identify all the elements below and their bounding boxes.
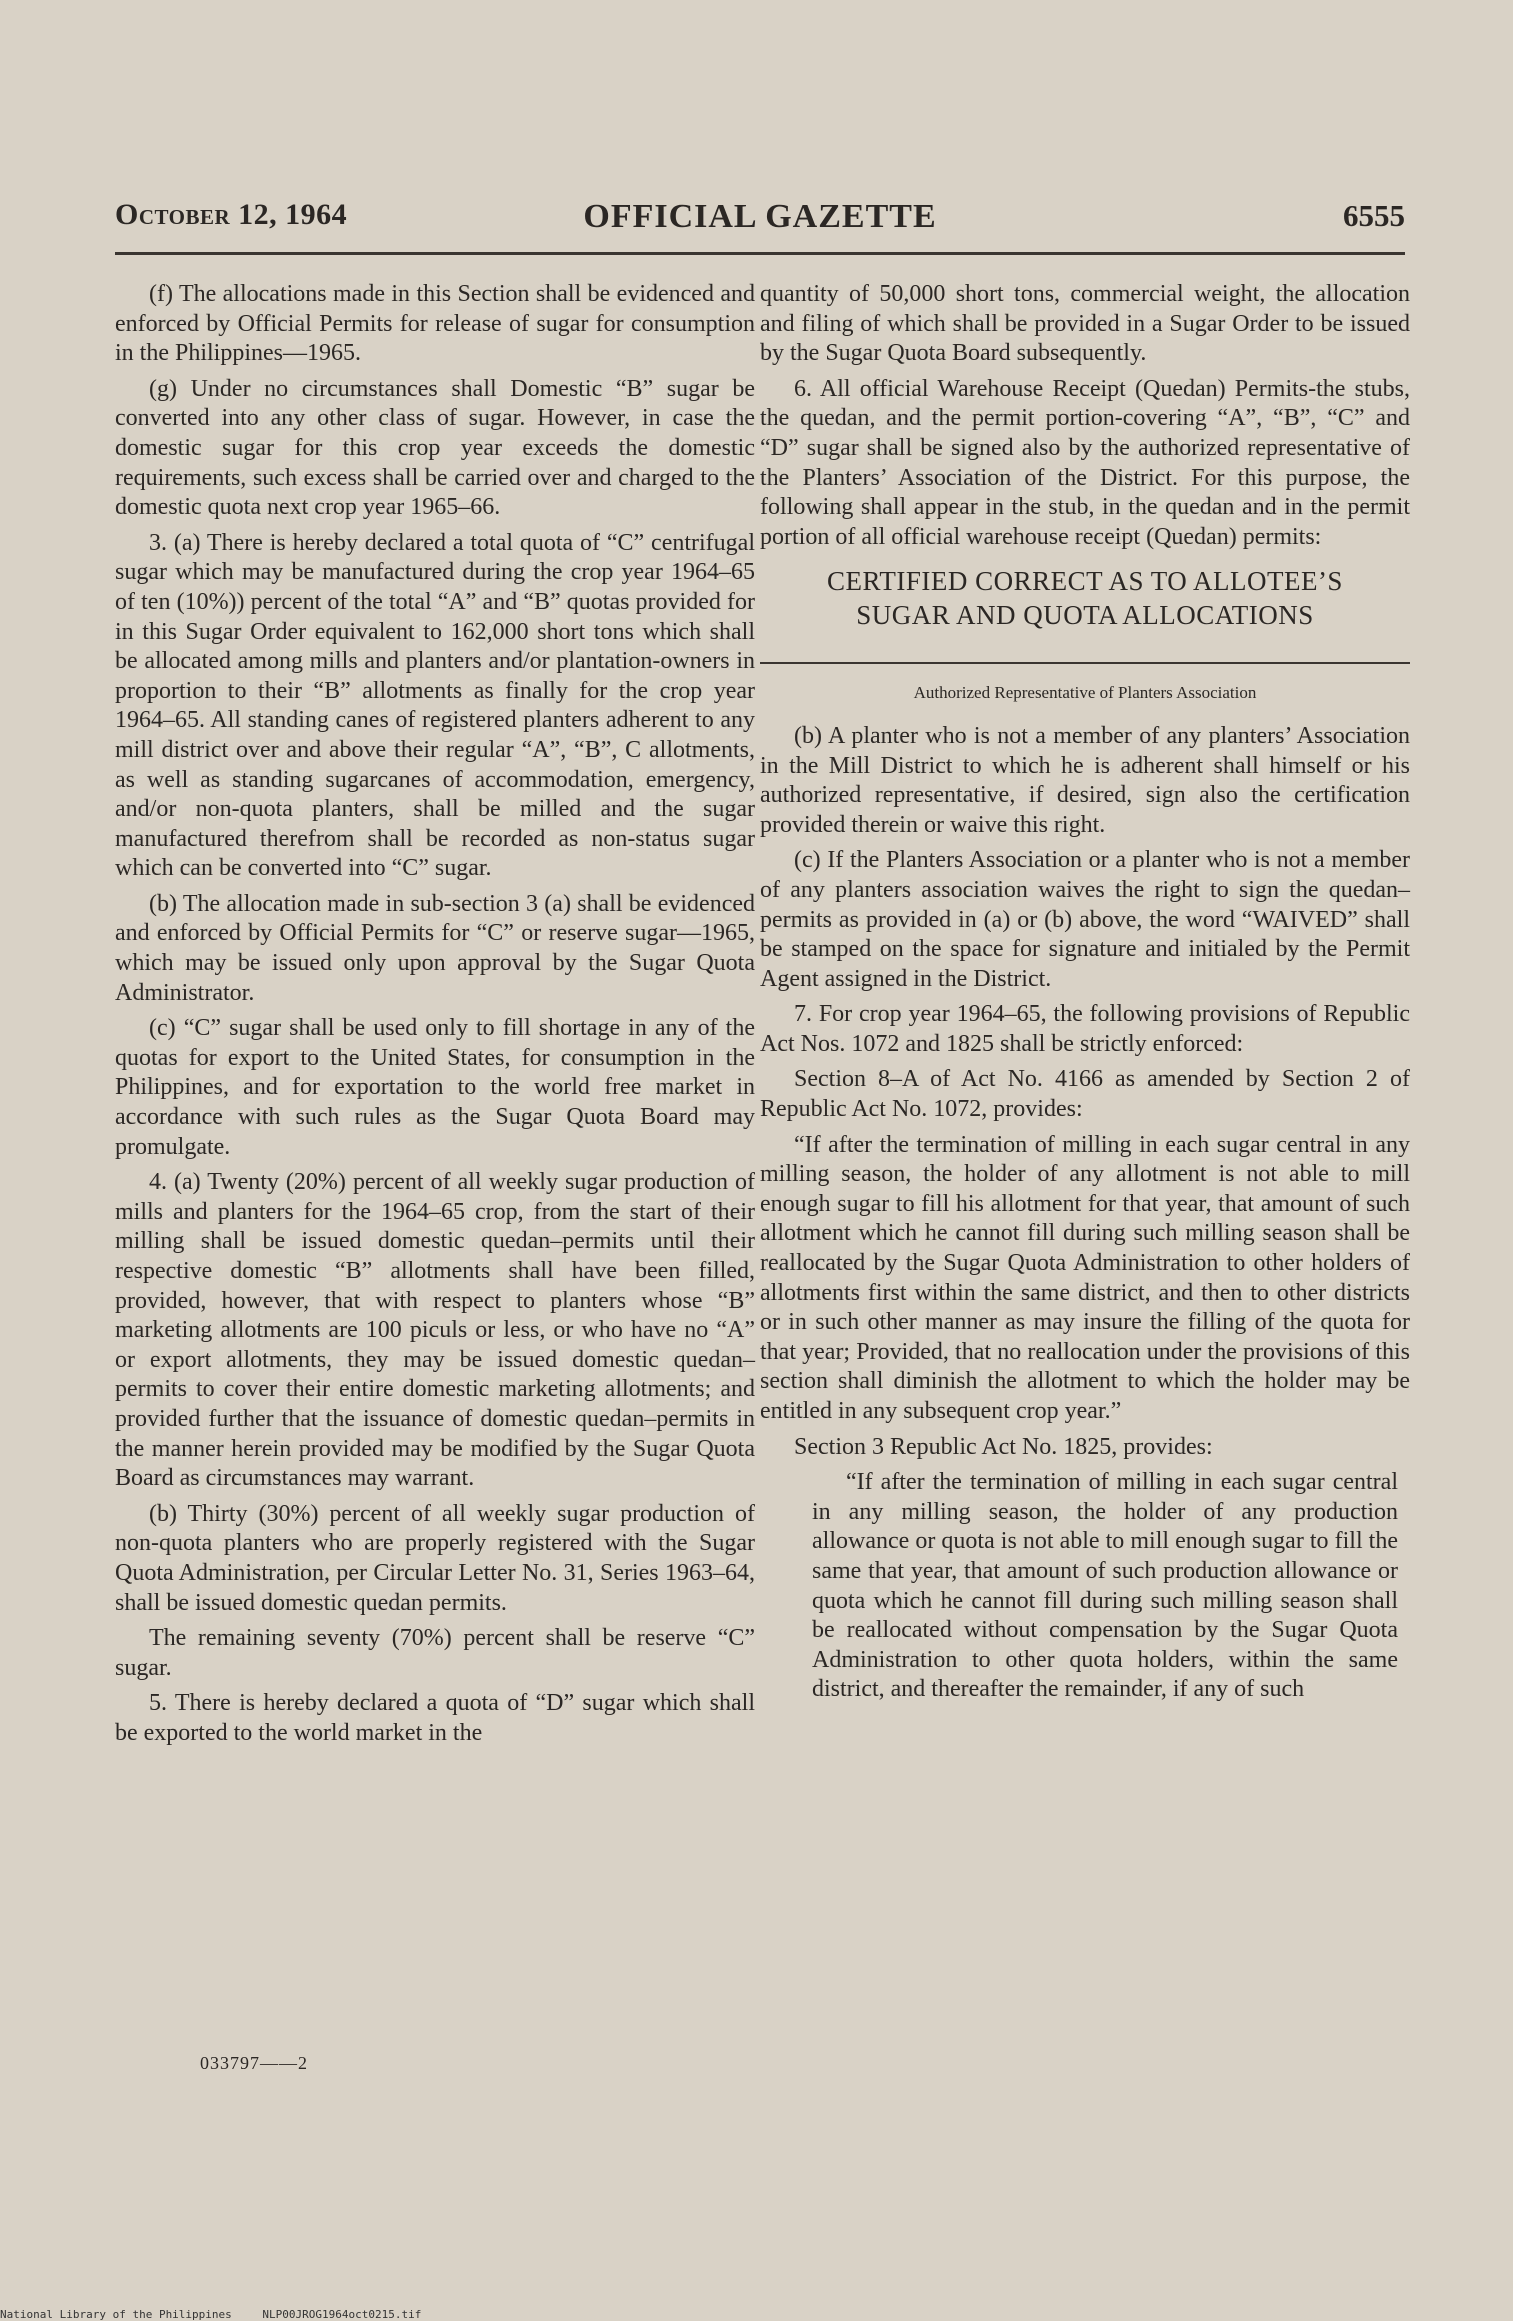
paragraph: 6. All official Warehouse Receipt (Quedan) Permits-the stubs, the quedan, and the permit portion-covering “A”, “B”, “C” and “D” sugar shall be signed also by the authorized representative of the Planters’ Association of the District. For this purpose, the following shall appear in the stub, in the quedan and in the permit portion of all official warehouse receipt (Quedan) permits: [760,375,1410,550]
library-credit: National Library of the Philippines [0,2308,232,2321]
paragraph: 5. There is hereby declared a quota of “D” sugar which shall be exported to the world market in the [115,1690,755,1746]
paragraph: 4. (a) Twenty (20%) percent of all weekly sugar production of mills and planters for the 1964–65 crop, from the start of their milling shall be issued domestic quedan–permits until their respective domestic “B” allotments shall have been filled, provided, however, that with respect to planters whose “B” marketing allotments are 100 piculs or less, or who have no “A” or export allotments, they may be issued domestic quedan–permits to cover their entire domestic marketing allotments; and provided further that the issuance of domestic quedan–permits in the manner herein provided may be modified by the Sugar Quota Board as circumstances may warrant. [115,1169,755,1492]
paragraph: (g) Under no circumstances shall Domestic “B” sugar be converted into any other class of sugar. However, in case the domestic sugar for this crop year exceeds the domestic requirements, such excess shall be carried over and charged to the domestic quota next crop year 1965–66. [115,375,755,521]
quotation: “If after the termination of milling in each sugar central in any milling season, the holder of any allotment is not able to mill enough sugar to fill his allotment for that year, that amount of such allotment which he cannot fill during such milling season shall be reallocated by the Sugar Quota Administration to other holders of allotments first within the same district, and then to other districts or in such other manner as may insure the filling of the quota for that year; Provided, that no reallocation under the provisions of this section shall diminish the allotment to which the holder may be entitled in any subsequent crop year.” [760,1131,1410,1424]
paragraph: (b) The allocation made in sub-section 3 (a) shall be evidenced and enforced by Official Permits for “C” or reserve sugar—1965, which may be issued only upon approval by the Sugar Quota Administrator. [115,890,755,1006]
header-rule [115,252,1405,255]
paragraph: (f) The allocations made in this Section shall be evidenced and enforced by Official Permits for release of sugar for consumption in the Philippines—1965. [115,281,755,367]
scan-footer [0,2308,445,2321]
file-name: NLP00JROG1964oct0215.tif [262,2308,422,2321]
paragraph: Section 3 Republic Act No. 1825, provides: [794,1433,1213,1460]
certification-heading [760,564,1410,632]
print-signature: 033797——2 [200,2053,308,2073]
authorized-representative-caption: Authorized Representative of Planters Association [913,683,1257,703]
paragraph: quantity of 50,000 short tons, commercial weight, the allocation and filing of which shall be provided in a Sugar Order to be issued by the Sugar Quota Board subsequently. [760,281,1410,367]
signature-line [760,662,1410,664]
block-quotation: “If after the termination of milling in each sugar central in any milling season, the holder of any production allowance or quota is not able to mill enough sugar to fill the same that year, that amount of such production allowance or quota which he cannot fill during such milling season shall be reallocated without compensation by the Sugar Quota Administration to other quota holders, within the same district, and thereafter the remainder, if any of such [812,1469,1398,1703]
issue-date: October 12, 1964 [115,198,348,231]
paragraph: (b) A planter who is not a member of any planters’ Association in the Mill District to which he is adherent shall himself or his authorized representative, if desired, sign also the certification provided therein or waive this right. [760,722,1410,838]
paragraph: Section 8–A of Act No. 4166 as amended by Section 2 of Republic Act No. 1072, provides: [760,1066,1410,1123]
paragraph: The remaining seventy (70%) percent shall be reserve “C” sugar. [115,1625,755,1681]
publication-title: OFFICIAL GAZETTE [583,198,937,235]
cert-line: CERTIFIED CORRECT AS TO ALLOTEE’S [827,566,1343,597]
paragraph: (c) “C” sugar shall be used only to fill shortage in any of the quotas for export to the United States, for consumption in the Philippines, and for exportation to the world free market in accordance with such rules as the Sugar Quota Board may promulgate. [115,1015,755,1160]
paragraph: (b) Thirty (30%) percent of all weekly sugar production of non-quota planters who are properly registered with the Sugar Quota Administration, per Circular Letter No. 31, Series 1963–64, shall be issued domestic quedan permits. [115,1500,755,1616]
page-header [115,198,1405,242]
page-number: 6555 [1343,198,1405,233]
left-column [115,280,755,1755]
right-column [760,280,1410,1711]
paragraph: 3. (a) There is hereby declared a total quota of “C” centrifugal sugar which may be manufactured during the crop year 1964–65 of ten (10%)) percent of the total “A” and “B” quotas provided for in this Sugar Order equivalent to 162,000 short tons which shall be allocated among mills and planters and/or plantation-owners in proportion to their “B” allotments as finally for the crop year 1964–65. All standing canes of registered planters adherent to any mill district over and above their regular “A”, “B”, C allotments, as well as standing sugarcanes of accommodation, emergency, and/or non-quota planters, shall be milled and the sugar manufactured therefrom shall be recorded as non-status sugar which can be converted into “C” sugar. [115,529,755,882]
paragraph: (c) If the Planters Association or a planter who is not a member of any planters association waives the right to sign the quedan–permits as provided in (a) or (b) above, the word “WAIVED” shall be stamped on the space for signature and initialed by the Permit Agent assigned in the District. [760,847,1410,992]
cert-line: SUGAR AND QUOTA ALLOCATIONS [856,600,1314,631]
paragraph: 7. For crop year 1964–65, the following provisions of Republic Act Nos. 1072 and 1825 shall be strictly enforced: [760,1001,1410,1057]
